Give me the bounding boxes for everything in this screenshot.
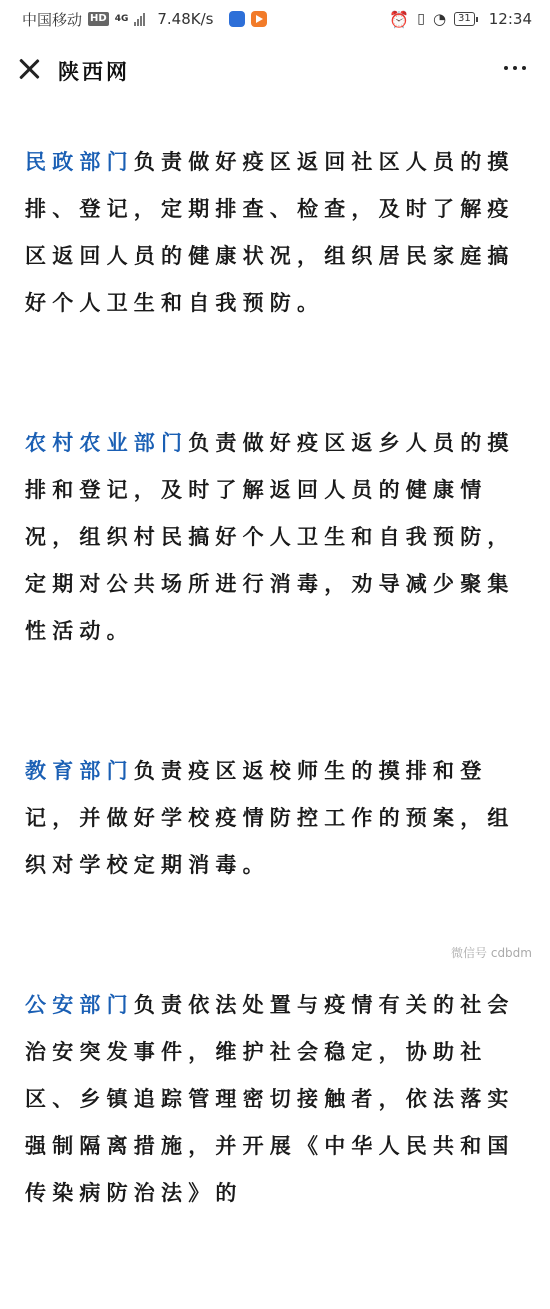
close-icon[interactable] <box>18 58 40 80</box>
battery-icon: 31 <box>454 12 475 26</box>
paragraph-text: 负责做好疫区返回社区人员的摸排、登记，定期排查、检查，及时了解疫区返回人员的健康状况，组织居民家庭搞好个人卫生和自我预防。 <box>25 149 515 315</box>
hd-badge: HD <box>88 12 109 26</box>
more-options-icon[interactable] <box>504 66 526 70</box>
paragraph-public-security <box>25 981 533 1216</box>
page-title: 陕西网 <box>58 56 130 86</box>
speedometer-icon: ◔ <box>433 10 446 28</box>
dept-label: 民政部门 <box>25 149 134 174</box>
paragraph-agriculture <box>25 419 533 654</box>
vibrate-icon: ▯ <box>417 11 425 27</box>
network-label: 4G <box>115 14 129 24</box>
paragraph-text: 负责依法处置与疫情有关的社会治安突发事件，维护社会稳定，协助社区、乡镇追踪管理密切接触者，依法落实强制隔离措施，并开展《中华人民共和国传染病防治法》的 <box>25 992 515 1205</box>
carrier-label: 中国移动 <box>22 9 82 30</box>
paragraph-text: 负责做好疫区返乡人员的摸排和登记，及时了解返回人员的健康情况，组织村民搞好个人卫生和自我预防，定期对公共场所进行消毒，劝导减少聚集性活动。 <box>25 430 515 643</box>
paragraph-education <box>25 747 533 888</box>
paragraph-civil-affairs <box>25 138 533 326</box>
clock: 12:34 <box>489 10 532 28</box>
dept-label: 农村农业部门 <box>25 430 188 455</box>
watermark: 微信号 cdbdm <box>445 942 538 963</box>
status-bar <box>0 0 550 38</box>
nav-bar <box>0 44 550 96</box>
dept-label: 教育部门 <box>25 758 134 783</box>
alarm-icon: ⏰ <box>389 10 409 29</box>
paragraph-text: 负责疫区返校师生的摸排和登记，并做好学校疫情防控工作的预案，组织对学校定期消毒。 <box>25 758 515 877</box>
dept-label: 公安部门 <box>25 992 134 1017</box>
app-notification-icon <box>229 11 245 27</box>
network-speed: 7.48K/s <box>157 10 213 28</box>
article-body <box>25 138 533 1309</box>
video-app-icon <box>251 11 267 27</box>
signal-icon <box>134 12 145 26</box>
